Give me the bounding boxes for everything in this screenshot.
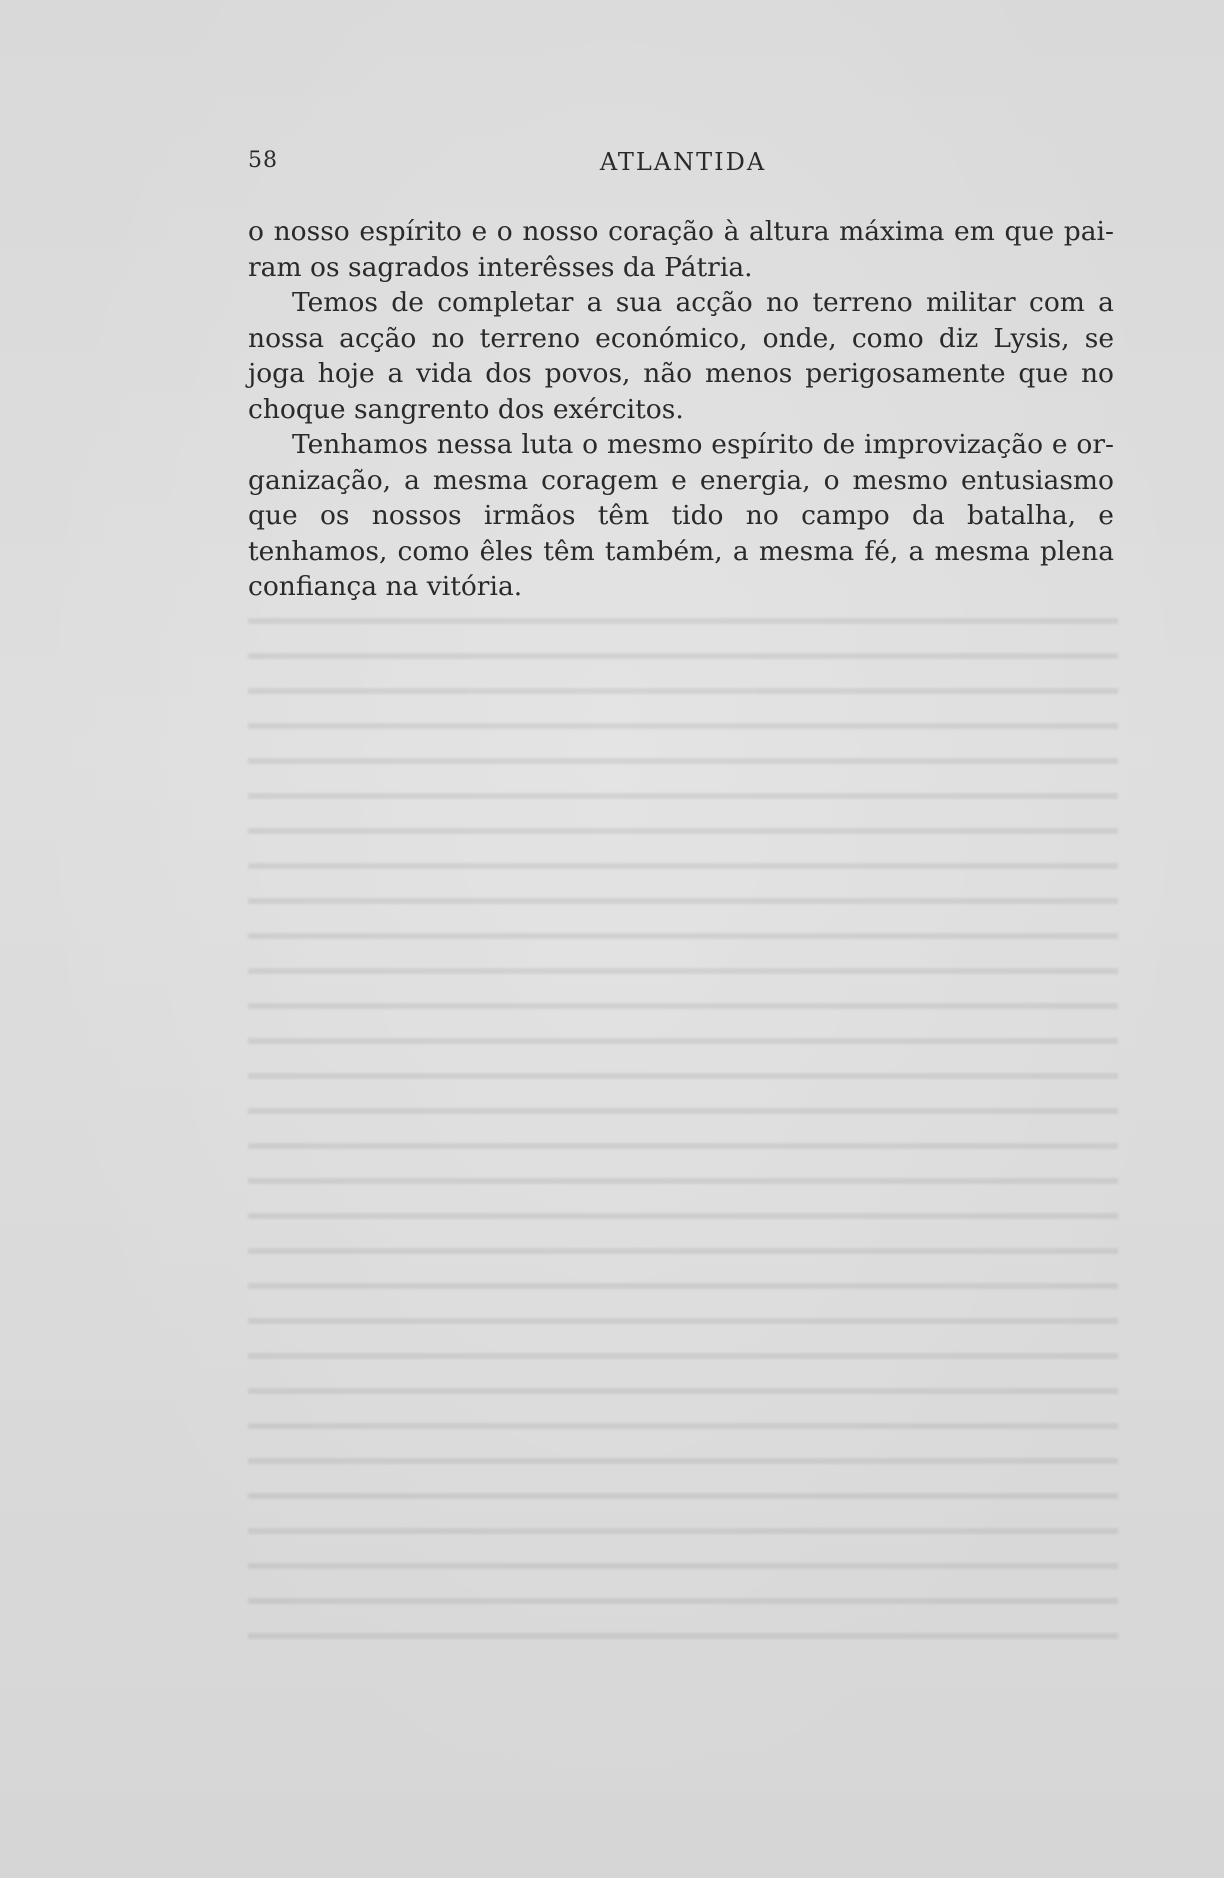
page-number: 58 — [248, 148, 278, 173]
body-text — [248, 214, 1114, 605]
paragraph-2: Temos de completar a sua acção no terreno militar com a nossa acção no terreno económico, onde, como diz Lysis, se joga hoje a vida dos povos, não menos perigosamente que no choque sangrento dos exércitos. — [248, 287, 1114, 425]
paragraph-1: o nosso espírito e o nosso coração à altura máxima em que pairam os sagrados interêsses da Pátria. — [248, 216, 1114, 283]
show-through-text — [248, 600, 1118, 1640]
paragraph-3: Tenhamos nessa luta o mesmo espírito de improvização e organização, a mesma coragem e energia, o mesmo entusiasmo que os nossos irmãos têm tido no campo da batalha, e tenhamos, como êles têm também, a mesma fé, a mesma plena confiança na vitória. — [248, 429, 1114, 602]
running-title: ATLANTIDA — [599, 148, 767, 176]
page-header — [248, 148, 1118, 188]
